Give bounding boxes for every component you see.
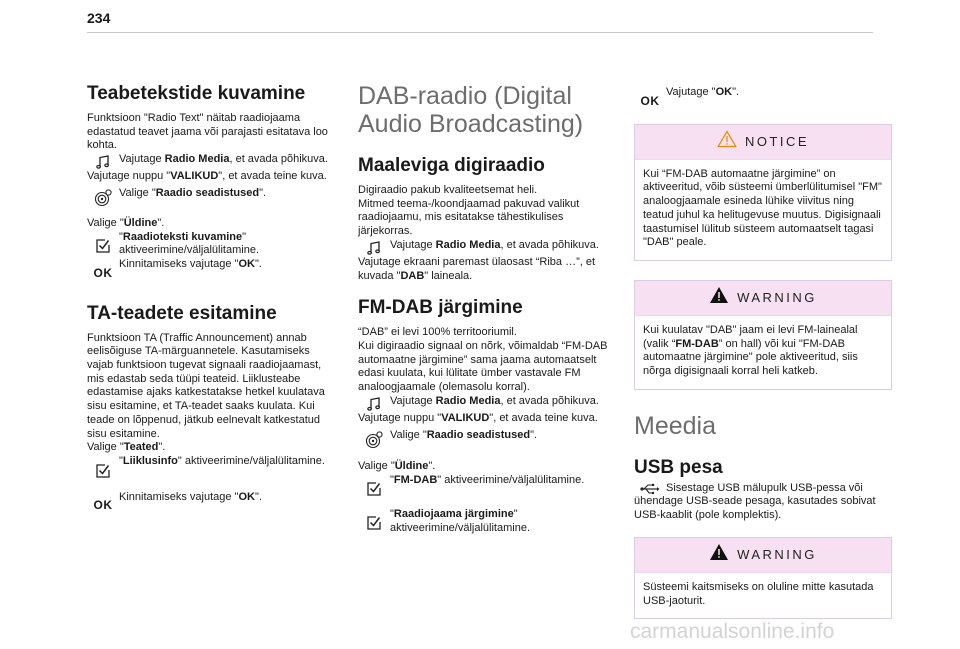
warning-box [634,280,892,390]
paragraph: Vajutage ekraani paremast ülaosast “Riba …”, et kuvada "DAB" laineala. [358,255,596,282]
step-text: "FM-DAB" aktiveerimine/väljalülitamine. [390,474,585,487]
paragraph: Digiraadio pakub kvaliteetsemat heli. [358,184,538,196]
column-2 [358,82,620,536]
radio-settings-icon [358,429,390,450]
warning-text: Kui kuulatav "DAB" jaam ei levi FM-lainealal (valik “FM-DAB” on hall) või kui "FM-DAB automaatne järgimine" pole aktiveeritud, siis nõrga digisignaali korral heli katkeb. [643,323,858,378]
chapter-title-media: Meedia [634,411,716,440]
step-confirm-ok [87,258,337,281]
page-number: 234 [87,10,111,26]
music-note-icon [358,395,390,412]
caution-triangle-icon [717,130,737,153]
step-text: Vajutage Radio Media, et avada põhikuva. [119,153,328,166]
paragraph: Vajutage nuppu "VALIKUD", et avada teine kuva. [87,170,327,183]
usb-text: Sisestage USB mälupulk USB-pessa või ühendage USB-seade pesaga, kasutades sobivat USB-kaablit (pole komplektis). [634,481,876,522]
checkbox-icon [87,231,119,253]
warning-triangle-icon [709,286,729,309]
music-note-icon [87,153,119,170]
checkbox-icon [358,474,390,496]
warning-box-usb [634,537,892,619]
watermark: carmanualsonline.info [630,620,835,643]
paragraph: Valige "Üldine". [358,460,436,473]
paragraph: Kui digiraadio signaal on nõrk, võimaldab “FM-DAB automaatne järgimine” sama jaama automaatselt edasi kuulata, kui lülitate ümber vastavale FM analoogjaamale (olemasolu korral). [358,339,608,394]
step-radiotext-toggle [87,231,337,258]
notice-text: Kui “FM-DAB automaatne järgimine” on aktiveeritud, võib süsteemi ümberlülitumisel "FM" analoogjaamale esineda lühike viivitus ning teatud juhul ka helitugevuse muutus. Digisignaali taastumisel lülitub süsteem automaatselt tagasi "DAB" peale. [643,167,882,249]
music-note-icon [358,239,390,256]
section-title-fm-dab: FM-DAB järgimine [358,297,523,319]
step-radio-media [87,153,337,170]
paragraph: Vajutage nuppu "VALIKUD", et avada teine kuva. [358,411,598,424]
notice-header [635,125,891,160]
checkbox-icon [358,508,390,530]
warning-triangle-icon [709,543,729,566]
step-radio-settings [358,429,620,450]
step-text: Vajutage Radio Media, et avada põhikuva. [390,394,599,407]
warning-title: WARNING [737,547,817,563]
paragraph: Funktsioon TA (Traffic Announcement) annab eelisõiguse TA-märguannetele. Kasutamiseks vajab funktsioon tugevat signaali raadiojaamast, mis edastab seda tüüpi teateid. Liiklusteabe edastamise ajaks katkestatakse hetkel kuulatava sisu esitamine, et TA-teadet saaks kuulata. Kui teade on lõppenud, jätkub eelnevalt katkestatud sisu esitamine. [87,331,325,440]
notice-title: NOTICE [744,134,810,150]
step-confirm-ok [87,491,337,513]
usb-icon [640,482,660,501]
paragraph: Valige "Teated". [87,441,166,454]
paragraph: Mitmed teema-/koondjaamad pakuvad valikut raadiojaamu, mis esitatakse tähestikulises järjekorras. [358,197,580,238]
warning-header [635,281,891,316]
ok-icon: OK [93,497,113,512]
step-text: Kinnitamiseks vajutage "OK". [119,490,262,503]
header-divider [87,32,873,33]
step-text: Valige "Raadio seadistused". [119,186,267,199]
step-station-follow-toggle [358,508,620,535]
step-text: Vajutage Radio Media, et avada põhikuva. [390,238,599,251]
section-title-ta: TA-teadete esitamine [87,302,277,324]
step-text: "Liiklusinfo" aktiveerimine/väljalülitamine. [119,454,325,467]
step-text: "Raadioteksti kuvamine" aktiveerimine/väljalülitamine. [119,230,260,257]
column-1 [87,82,337,513]
step-radio-media [358,239,620,256]
warning-title: WARNING [737,290,817,306]
section-title-usb: USB pesa [634,456,723,478]
step-radio-media [358,395,620,412]
step-text: Valige "Raadio seadistused". [390,429,538,442]
warning-text: Süsteemi kaitsmiseks on oluline mitte kasutada USB-jaoturit. [643,580,874,607]
warning-header [635,538,891,573]
column-3 [634,86,892,619]
usb-paragraph [634,482,892,523]
step-confirm-ok [634,86,892,109]
step-radio-settings [87,187,337,208]
section-title-radiotext: Teabetekstide kuvamine [87,83,306,104]
radio-settings-icon [87,187,119,208]
step-text: Kinnitamiseks vajutage "OK". [119,257,262,270]
ok-icon: OK [640,94,660,108]
chapter-title-dab: DAB-raadio (Digital Audio Broadcasting) [358,82,584,138]
paragraph: Funktsioon "Radio Text" näitab raadiojaama edastatud teavet jaama või parajasti esitatava loo kohta. [87,112,328,152]
step-text: Vajutage "OK". [666,86,740,98]
section-title-digital-radio: Maaleviga digiraadio [358,155,545,176]
notice-box [634,124,892,261]
checkbox-icon [87,455,119,478]
paragraph: Valige "Üldine". [87,216,165,229]
paragraph: “DAB” ei levi 100% territooriumil. [358,326,517,339]
ok-icon: OK [93,265,113,280]
step-text: "Raadiojaama järgimine" aktiveerimine/väljalülitamine. [390,508,531,534]
step-traffic-toggle [87,455,337,478]
step-fm-dab-toggle [358,474,620,496]
